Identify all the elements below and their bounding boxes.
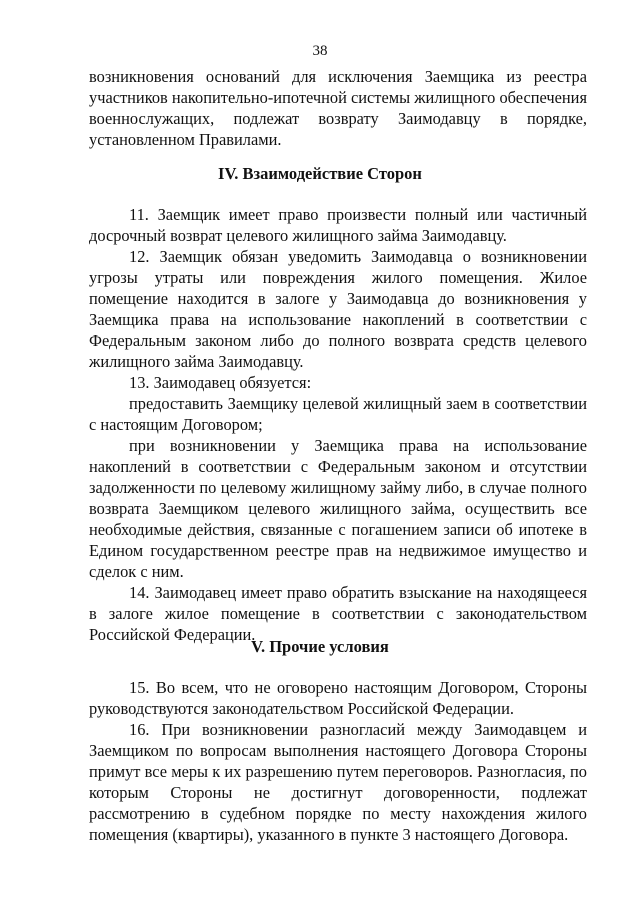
section-heading-v: V. Прочие условия xyxy=(251,637,389,656)
paragraph-13-item-1: предоставить Заемщику целевой жилищный заем в соответствии с настоящим Договором; xyxy=(89,394,587,434)
paragraph-15: 15. Во всем, что не оговорено настоящим Договором, Стороны руководствуются законодательством Российской Федерации. xyxy=(89,678,587,718)
paragraph-12: 12. Заемщик обязан уведомить Заимодавца о возникновении угрозы утраты или повреждения жилого помещения. Жилое помещение находится в залоге у Заимодавца до возникновения у Заемщика права на использование накоплений в соответствии с Федеральным законом либо до полного возврата средств целевого жилищного займа Заимодавцу. xyxy=(89,247,587,371)
paragraph-13-item-2: при возникновении у Заемщика права на использование накоплений в соответствии с Федеральным законом и отсутствии задолженности по целевому жилищному займу либо, в случае полного возврата Заемщиком целевого жилищного займа, осуществить все необходимые действия, связанные с погашением записи об ипотеке в Едином государственном реестре прав на недвижимое имущество и сделок с ним. xyxy=(89,436,587,581)
section-heading-iv: IV. Взаимодействие Сторон xyxy=(218,164,422,183)
section-iv-body xyxy=(89,204,587,645)
carryover-paragraph-block xyxy=(89,66,587,150)
paragraph-16: 16. При возникновении разногласий между Заимодавцем и Заемщиком по вопросам выполнения настоящего Договора Стороны примут все меры к их разрешению путем переговоров. Разногласия, по которым Стороны не достигнут договоренности, подлежат рассмотрению в судебном порядке по месту нахождения жилого помещения (квартиры), указанного в пункте 3 настоящего Договора. xyxy=(89,720,587,844)
paragraph-13: 13. Заимодавец обязуется: xyxy=(129,373,312,392)
page-number: 38 xyxy=(312,43,328,59)
section-v-body xyxy=(89,677,587,845)
paragraph-14: 14. Заимодавец имеет право обратить взыскание на находящееся в залоге жилое помещение в соответствии с законодательством Российской Федерации. xyxy=(89,583,587,644)
paragraph: возникновения оснований для исключения Заемщика из реестра участников накопительно-ипотечной системы жилищного обеспечения военнослужащих, подлежат возврату Заимодавцу в порядке, установленном Правилами. xyxy=(89,67,587,149)
paragraph-11: 11. Заемщик имеет право произвести полный или частичный досрочный возврат целевого жилищного займа Заимодавцу. xyxy=(89,205,587,245)
